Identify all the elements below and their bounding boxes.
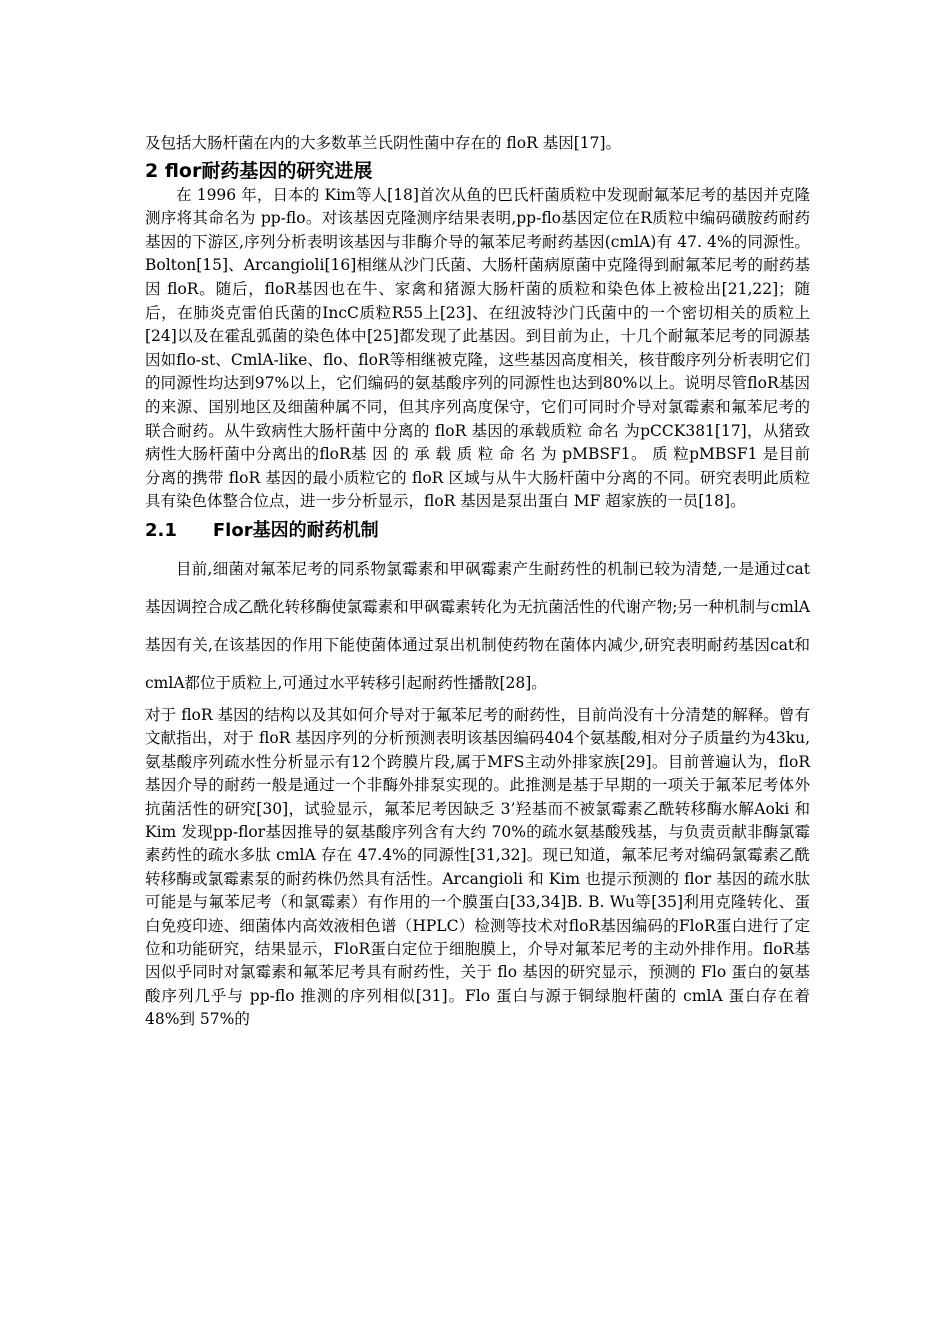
mechanism-block (145, 550, 810, 702)
document-page (145, 132, 810, 1032)
paragraph-research-progress: 在 1996 年，日本的 Kim等人[18]首次从鱼的巴氏杆菌质粒中发现耐氟苯尼考的基因并克隆测序将其命名为 pp-flo。对该基因克隆测序结果表明,pp-flo基因定位在R质粒中编码磺胺药耐药基因的下游区,序列分析表明该基因与非酶介导的氟苯尼考耐药基因(cmlA)有 47. 4%的同源性。Bolton[15]、Arcangioli[16]相继从沙门氏菌、大肠杆菌病原菌中克隆得到耐氟苯尼考的耐药基因 floR。随后，floR基因也在牛、家禽和猪源大肠杆菌的质粒和染色体上被检出[21,22]；随后，在肺炎克雷伯氏菌的IncC质粒R55上[23]、在纽波特沙门氏菌中的一个密切相关的质粒上[24]以及在霍乱弧菌的染色体中[25]都发现了此基因。到目前为止，十几个耐氟苯尼考的同源基因如flo-st、CmlA-like、flo、floR等相继被克隆，这些基因高度相关，核苷酸序列分析表明它们的同源性均达到97%以上，它们编码的氨基酸序列的同源性也达到80%以上。说明尽管floR基因的来源、国别地区及细菌种属不同，但其序列高度保守，它们可同时介导对氯霉素和氟苯尼考的联合耐药。从牛致病性大肠杆菌中分离的 floR 基因的承载质粒 命名 为pCCK381[17]，从猪致病性大肠杆菌中分离出的floR基 因 的 承 载 质 粒 命 名 为 pMBSF1。 质 粒pMBSF1 是目前分离的携带 floR 基因的最小质粒它的 floR 区域与从牛大肠杆菌中分离的不同。研究表明此质粒具有染色体整合位点，进一步分析显示，floR 基因是泵出蛋白 MF 超家族的一员[18]。 (145, 185, 810, 511)
paragraph-floR-structure: 对于 floR 基因的结构以及其如何介导对于氟苯尼考的耐药性，目前尚没有十分清楚的解释。曾有文献指出，对于 floR 基因序列的分析预测表明该基因编码404个氨基酸,相对分子质量约为43ku,氨基酸序列疏水性分析显示有12个跨膜片段,属于MFS主动外排家族[29]。目前普遍认为，floR基因介导的耐药一般是通过一个非酶外排泵实现的。此推测是基于早期的一项关于氟苯尼考体外抗菌活性的研究[30]，试验显示，氟苯尼考因缺乏 3’羟基而不被氯霉素乙酰转移酶水解Aoki 和 Kim 发现pp-flor基因推导的氨基酸序列含有大约 70%的疏水氨基酸残基，与负责贡献非酶氯霉素药性的疏水多肽 cmlA 存在 47.4%的同源性[31,32]。现已知道，氟苯尼考对编码氯霉素乙酰转移酶或氯霉素泵的耐药株仍然具有活性。Arcangioli 和 Kim 也提示预测的 flor 基因的疏水肽可能是与氟苯尼考（和氯霉素）有作用的一个膜蛋白[33,34]B. B. Wu等[35]利用克隆转化、蛋白免疫印迹、细菌体内高效液相色谱（HPLC）检测等技术对floR基因编码的FloR蛋白进行了定位和功能研究，结果显示，FloR蛋白定位于细胞膜上，介导对氟苯尼考的主动外排作用。floR基因似乎同时对氯霉素和氟苯尼考具有耐药性，关于 flo 基因的研究显示，预测的 Flo 蛋白的氨基酸序列几乎与 pp-flo 推测的序列相似[31]。Flo 蛋白与源于铜绿胞杆菌的 cmlA 蛋白存在着 48%到 57%的 (145, 705, 810, 1029)
subsection-heading-2-1: 2.1 Flor基因的耐药机制 (145, 519, 379, 541)
section-heading-2: 2 flor耐药基因的研究进展 (145, 159, 373, 182)
paragraph-intro-tail: 及包括大肠杆菌在内的大多数革兰氏阴性菌中存在的 floR 基因[17]。 (145, 134, 622, 152)
floR-structure-block (145, 704, 810, 1032)
paragraph-resistance-mechanism: 目前,细菌对氟苯尼考的同系物氯霉素和甲砜霉素产生耐药性的机制已较为清楚,一是通过cat基因调控合成乙酰化转移酶使氯霉素和甲砜霉素转化为无抗菌活性的代谢产物;另一种机制与cmlA基因有关,在该基因的作用下能使菌体通过泵出机制使药物在菌体内减少,研究表明耐药基因cat和cmlA都位于质粒上,可通过水平转移引起耐药性播散[28]。 (145, 559, 810, 692)
